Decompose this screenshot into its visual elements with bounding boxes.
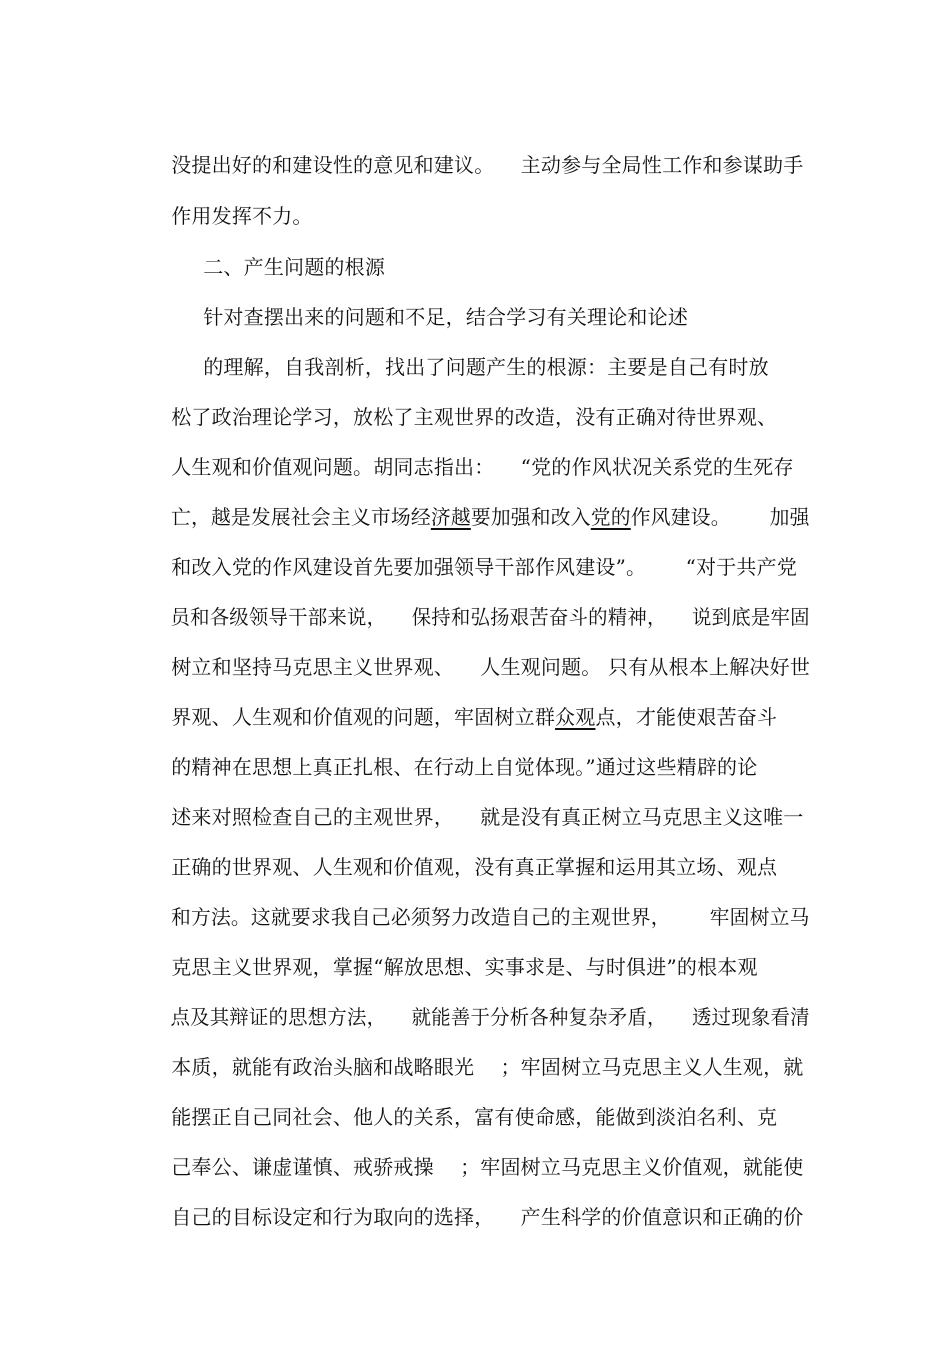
- text-span: 人生观和价值观问题。胡同志指出： “党的作风状况关系党的生死存: [171, 455, 794, 479]
- text-span: 作用发挥不力。: [171, 204, 313, 228]
- text-span: 自己的目标设定和行为取向的选择， 产生科学的价值意识和正确的价: [171, 1205, 804, 1229]
- text-span: 二、产生问题的根源: [203, 255, 386, 279]
- text-span: 点，才能使艰苦奋斗: [595, 705, 778, 729]
- text-span: 的理解，自我剖析，找出了问题产生的根源：主要是自己有时放: [203, 355, 769, 379]
- text-span: 和改入党的作风建设首先要加强领导干部作风建设”。 “对于共产党: [171, 555, 798, 579]
- text-span: 要加强和改入: [470, 505, 591, 529]
- text-span: 树立和坚持马克思主义世界观、 人生观问题。 只有从根本上解决好世: [171, 655, 811, 679]
- text-span: 点及其辩证的思想方法， 就能善于分析各种复杂矛盾， 透过现象看清: [170, 1005, 810, 1029]
- text-span: 克思主义世界观，掌握“解放思想、实事求是、与时俱进”的根本观: [171, 955, 758, 979]
- text-span: 己奉公、谦虚谨慎、戒骄戒操 ；牢固树立马克思主义价值观，就能使: [171, 1155, 804, 1179]
- text-span: 本质，就能有政治头脑和战略眼光 ；牢固树立马克思主义人生观，就: [171, 1055, 804, 1079]
- underlined-text: 众观: [555, 705, 596, 729]
- text-span: 没提出好的和建设性的意见和建议。 主动参与全局性工作和参谋助手: [171, 153, 804, 177]
- text-line: [145, 1181, 803, 1253]
- underlined-text: 济越: [430, 505, 471, 529]
- underlined-text: 党的: [590, 505, 631, 529]
- text-span: 松了政治理论学习，放松了主观世界的改造，没有正确对待世界观、: [171, 405, 778, 429]
- text-span: 员和各级领导干部来说， 保持和弘扬艰苦奋斗的精神， 说到底是牢固: [170, 605, 810, 629]
- text-span: 述来对照检查自己的主观世界， 就是没有真正树立马克思主义这唯一: [171, 805, 804, 829]
- text-span: 亡，越是发展社会主义市场经: [170, 505, 431, 529]
- text-span: 正确的世界观、人生观和价值观，没有真正掌握和运用其立场、观点: [171, 855, 778, 879]
- text-span: 作风建设。 加强: [630, 505, 810, 529]
- text-span: 针对查摆出来的问题和不足，结合学习有关理论和论述: [203, 305, 689, 329]
- text-span: 能摆正自己同社会、他人的关系，富有使命感，能做到淡泊名利、克: [171, 1105, 778, 1129]
- text-span: 界观、人生观和价值观的问题，牢固树立群: [171, 705, 556, 729]
- text-span: 的精神在思想上真正扎根、在行动上自觉体现。”通过这些精辟的论: [171, 755, 758, 779]
- text-span: 和方法。这就要求我自己必须努力改造自己的主观世界， 牢固树立马: [170, 905, 810, 929]
